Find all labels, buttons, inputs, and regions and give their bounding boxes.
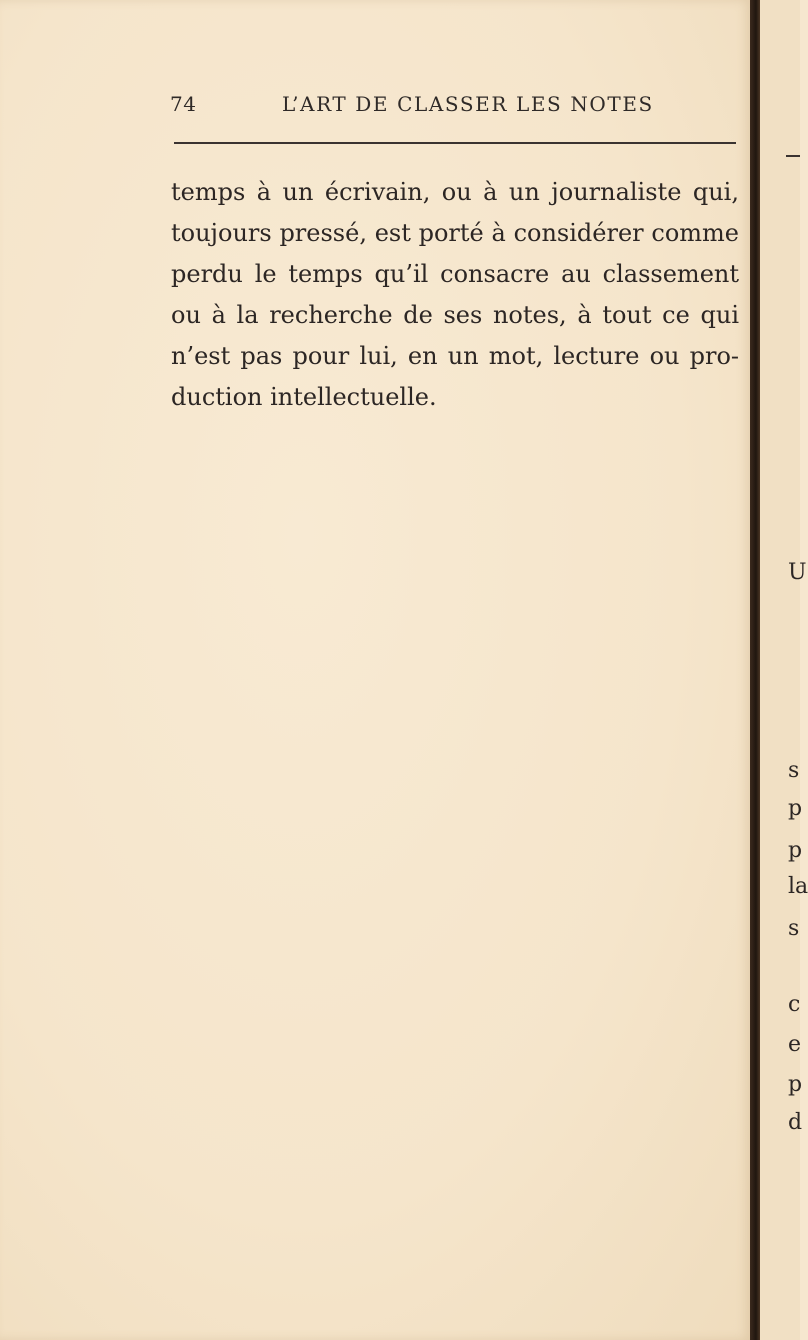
- facing-page-fragment: e: [788, 1032, 802, 1057]
- body-line: ou à la recherche de ses notes, à tout ce qui: [171, 301, 739, 329]
- facing-page-fragment: la: [788, 874, 808, 899]
- page-number: 74: [170, 92, 197, 116]
- facing-page-fragment: d: [788, 1110, 803, 1135]
- facing-page-fragment: p: [788, 1072, 803, 1097]
- body-line: perdu le temps qu’il consacre au classement: [171, 260, 739, 288]
- facing-page-fragment: s: [788, 916, 800, 941]
- body-line: n’est pas pour lui, en un mot, lecture ou pro-: [171, 342, 739, 370]
- facing-page-fragment: p: [788, 838, 803, 863]
- running-head: L’ART DE CLASSER LES NOTES: [282, 92, 654, 116]
- body-line: toujours pressé, est porté à considérer comme: [171, 219, 739, 247]
- facing-page-fragment: c: [788, 992, 801, 1017]
- facing-page-rule: [786, 155, 800, 157]
- facing-page-fragment: s: [788, 758, 800, 783]
- header-rule: [174, 142, 736, 144]
- facing-page-fragment: U: [788, 560, 807, 585]
- body-paragraph: [171, 172, 739, 418]
- facing-page-edge: [760, 0, 808, 1340]
- page-header: [170, 92, 736, 128]
- facing-page-fragment: p: [788, 796, 803, 821]
- book-gutter: [750, 0, 760, 1340]
- body-line: duction intellectuelle.: [171, 383, 437, 411]
- body-line: temps à un écrivain, ou à un journaliste qui,: [171, 178, 739, 206]
